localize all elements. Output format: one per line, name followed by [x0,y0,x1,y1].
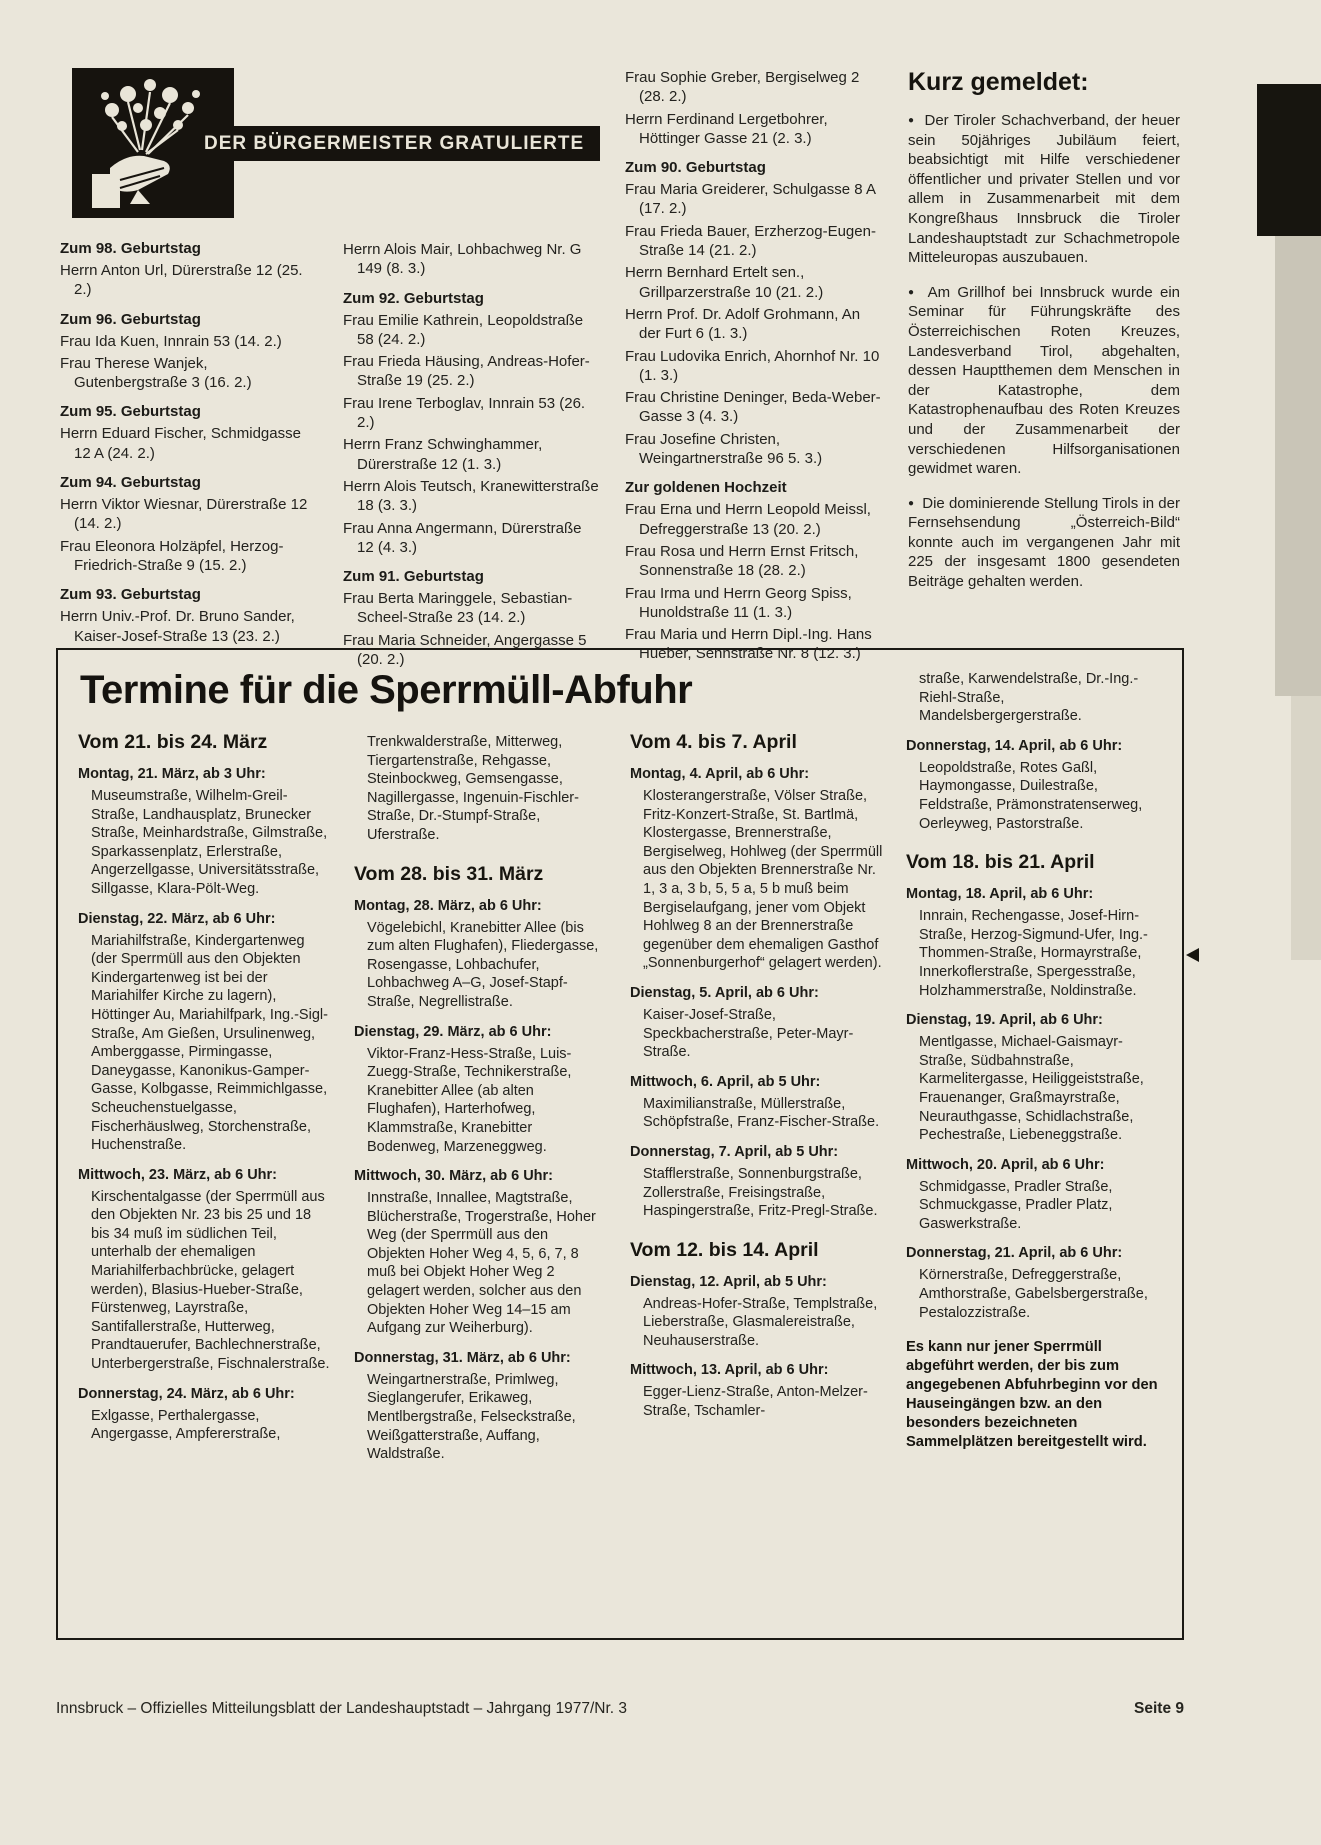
gratulation-col3-entry: Herrn Ferdinand Lergetbohrer, Höttinger Gasse 21 (2. 3.) [625,110,828,147]
sperrmuell-col3-street-list: Andreas-Hofer-Straße, Templstraße, Lieberstraße, Glasmalereistraße, Neuhauserstraße. [643,1295,878,1349]
gratulation-columns [60,240,600,672]
bullet-icon: ● [908,115,916,126]
sperrmuell-col3-day-heading: Mittwoch, 13. April, ab 6 Uhr: [630,1362,829,1379]
sperrmuell-col2 [354,731,608,1466]
sperrmuell-box [56,648,1184,1640]
sperrmuell-col4-street-list: Leopoldstraße, Rotes Gaßl, Haymongasse, Duilestraße, Feldstraße, Prämonstratenserweg, Oerleyweg, Pastorstraße. [919,759,1143,832]
gratulation-header [60,66,600,222]
gratulation-col3-entry: Frau Frieda Bauer, Erzherzog-Eugen-Straße 14 (21. 2.) [625,222,876,260]
sperrmuell-col3-day-heading: Donnerstag, 7. April, ab 5 Uhr: [630,1143,839,1160]
gratulation-col2-entry: Frau Berta Maringgele, Sebastian-Scheel-Straße 23 (14. 2.) [343,590,573,627]
sperrmuell-col2-street-list: Weingartnerstraße, Primlweg, Sieglangerufer, Erikaweg, Mentlbergstraße, Felseckstraße, Weißgatterstraße, Auffang, Waldstraße. [367,1371,576,1463]
gratulation-col3-entry: Frau Josefine Christen, Weingartnerstraße 96 5. 3.) [625,430,823,468]
sperrmuell-col2-street-list: Innstraße, Innallee, Magtstraße, Blücherstraße, Trogerstraße, Hoher Weg (der Sperrmüll aus den Objekten Hoher Weg 4, 5, 6, 7, 8 muß bei Objekt Hoher Weg 2 gelagert werden, solcher aus den Objekten Hoher Weg 14–15 am Aufgang zur Weiherburg). [367,1190,596,1337]
sperrmuell-col4-note: Es kann nur jener Sperrmüll abgeführt werden, der bis zum angegebenen Abfuhrbeginn vor den Hauseingängen bzw. an den besonders bezeichneten Sammelplätzen bereitgestellt wird. [906,1339,1158,1451]
sperrmuell-col4-day-heading: Mittwoch, 20. April, ab 6 Uhr: [906,1156,1105,1173]
sperrmuell-col1-street-list: Museumstraße, Wilhelm-Greil-Straße, Landhausplatz, Brunecker Straße, Meinhardstraße, Gilmstraße, Sparkassenplatz, Erlerstraße, Angerzellgasse, Universitätsstraße, Sillgasse, Klara-Pölt-Weg. [91,788,328,897]
sperrmuell-col3-period-heading: Vom 12. bis 14. April [630,1238,819,1261]
gratulation-col2-entry: Herrn Alois Mair, Lohbachweg Nr. G 149 (8. 3.) [343,241,582,278]
sperrmuell-col1-day-heading: Montag, 21. März, ab 3 Uhr: [78,766,266,782]
sperrmuell-col3-street-list: Egger-Lienz-Straße, Anton-Melzer-Straße, Tschamler- [643,1384,868,1420]
gratulation-col3-entry: Herrn Bernhard Ertelt sen., Grillparzerstraße 10 (21. 2.) [625,264,824,301]
sperrmuell-col3-day-heading: Dienstag, 12. April, ab 5 Uhr: [630,1273,827,1290]
gratulation-col1-heading: Zum 94. Geburtstag [60,474,201,492]
gratulation-col3-entry: Frau Rosa und Herrn Ernst Fritsch, Sonnenstraße 18 (28. 2.) [625,542,859,580]
gratulation-col3-entry: Frau Erna und Herrn Leopold Meissl, Defreggerstraße 13 (20. 2.) [625,501,871,538]
gratulation-col2-entry: Frau Frieda Häusing, Andreas-Hofer-Straße 19 (25. 2.) [343,353,590,390]
sperrmuell-box-inner [78,666,1162,1466]
sperrmuell-title: Termine für die Sperrmüll-Abfuhr [80,668,693,712]
sperrmuell-col4-period-heading: Vom 18. bis 21. April [906,851,1095,874]
sperrmuell-col3-street-list: Kaiser-Josef-Straße, Speckbacherstraße, Peter-Mayr-Straße. [643,1006,854,1061]
gratulation-col1-entry: Frau Therese Wanjek, Gutenbergstraße 3 (16. 2.) [60,354,252,392]
sperrmuell-col4-day-heading: Donnerstag, 21. April, ab 6 Uhr: [906,1245,1123,1262]
news-item: ● Der Tiroler Schachverband, der heuer sein 50jähriges Jubiläum feiert, beabsichtigt mit Hilfe verschiedener öffentlicher und privater Stellen und vor allem in Zusammenarbeit mit dem Kongreßhaus Innsbruck die Tiroler Landeshauptstadt zur Schachmetropole Mitteleuropas auszubauen. [908,112,1180,267]
sperrmuell-main [78,666,884,1466]
gratulation-col2-entry: Herrn Alois Teutsch, Kranewitterstraße 18 (3. 3.) [343,477,599,515]
gratulation-col2 [343,240,600,672]
gratulation-col3-heading: Zur goldenen Hochzeit [625,479,787,497]
sperrmuell-col2-day-heading: Donnerstag, 31. März, ab 6 Uhr: [354,1349,571,1366]
sperrmuell-col1-day-heading: Mittwoch, 23. März, ab 6 Uhr: [78,1166,277,1183]
gratulation-col3-entry: Herrn Prof. Dr. Adolf Grohmann, An der Furt 6 (1. 3.) [625,305,861,343]
gratulation-col1-entry: Frau Eleonora Holzäpfel, Herzog-Friedrich-Straße 9 (15. 2.) [60,537,284,574]
sperrmuell-col3-period-heading: Vom 4. bis 7. April [630,731,797,753]
sperrmuell-col2-period-heading: Vom 28. bis 31. März [354,862,544,885]
kurz-gemeldet-title: Kurz gemeldet: [908,68,1089,96]
gratulation-col3-entry: Frau Ludovika Enrich, Ahornhof Nr. 10 (1. 3.) [625,347,880,384]
sperrmuell-col3-day-heading: Montag, 4. April, ab 6 Uhr: [630,766,810,782]
scan-artifact-gray-light [1291,696,1321,960]
gratulation-col2-entry: Frau Irene Terboglav, Innrain 53 (26. 2.) [343,394,586,432]
sperrmuell-columns [78,731,884,1466]
sperrmuell-col2-street-list: Vögelebichl, Kranebitter Allee (bis zum alten Flughafen), Fliedergasse, Rosengasse, Lohbachufer, Lohbachweg A–G, Josef-Stapf-Straße, Negrellistraße. [367,919,599,1010]
gratulation-col1-entry: Herrn Univ.-Prof. Dr. Bruno Sander, Kaiser-Josef-Straße 13 (23. 2.) [60,608,295,645]
sperrmuell-col4-street-list: straße, Karwendelstraße, Dr.-Ing.-Riehl-Straße, Mandelsbergergerstraße. [919,671,1139,725]
sperrmuell-col2-day-heading: Dienstag, 29. März, ab 6 Uhr: [354,1023,552,1040]
sperrmuell-col4-day-heading: Dienstag, 19. April, ab 6 Uhr: [906,1012,1103,1029]
gratulation-col3-entry: Frau Maria Greiderer, Schulgasse 8 A (17. 2.) [625,181,876,218]
gratulation-col3 [625,66,883,672]
gratulation-col3-entry: Frau Irma und Herrn Georg Spiss, Hunoldstraße 11 (1. 3.) [625,584,852,621]
gratulation-col1-heading: Zum 93. Geburtstag [60,586,201,604]
sperrmuell-col1-day-heading: Donnerstag, 24. März, ab 6 Uhr: [78,1385,295,1402]
sperrmuell-col4-street-list: Körnerstraße, Defreggerstraße, Amthorstraße, Gabelsbergerstraße, Pestalozzistraße. [919,1267,1148,1321]
gratulation-col2-heading: Zum 92. Geburtstag [343,289,484,307]
sperrmuell-col2-street-list: Viktor-Franz-Hess-Straße, Luis-Zuegg-Straße, Technikerstraße, Kranebitter Allee (ab alten Flughafen), Harterhofweg, Klammstraße, Kranebitter Bodenweg, Marzeneggweg. [367,1045,572,1155]
birthday-section [60,66,1182,672]
scan-artifact-dark [1257,84,1321,236]
news-item: ● Am Grillhof bei Innsbruck wurde ein Seminar für Führungskräfte des Österreichischen Roten Kreuzes, Landesverband Tirol, abgehalten, dessen Hauptthemen dem Menschen in der Katastrophe, dem Katastrophenaufbau des Roten Kreuzes und der Zusammenarbeit der verschiedenen Hilfsorganisationen gewidmet waren. [908,283,1180,478]
gratulation-col1-entry: Frau Ida Kuen, Innrain 53 (14. 2.) [60,332,282,350]
sperrmuell-col1-street-list: Mariahilfstraße, Kindergartenweg (der Sperrmüll aus den Objekten Kindergartenweg ist bei der Mariahilfer Kirche zu lagern), Höttinger Au, Mariahilfpark, Ing.-Sigl-Straße, Am Gießen, Ursulinenweg, Amberggasse, Pirmingasse, Daneygasse, Kanonikus-Gamper-Gasse, Kolbgasse, Reimmichlgasse, Scheuchenstuelgasse, Fischerhäuslweg, Storchenstraße, Huchenstraße. [91,932,328,1154]
sperrmuell-col3-street-list: Klosterangerstraße, Völser Straße, Fritz-Konzert-Straße, St. Bartlmä, Klostergasse, Brennerstraße, Bergiselweg, Hohlweg (der Sperrmüll aus den Objekten Brennerstraße Nr. 1, 3 a, 3 b, 5, 5 a, 5 b muß beim Bergiselaufgang, jener vom Objekt Hohlweg 8 an der Brennerstraße gegenüber dem ehemaligen Gasthof „Sonnenburgerhof“ gelagert werden). [643,788,883,972]
sperrmuell-col1-street-list: Exlgasse, Perthalergasse, Angergasse, Ampfererstraße, [91,1407,281,1443]
gratulation-col3-entry: Frau Maria und Herrn Dipl.-Ing. Hans Hueber, Sennstraße Nr. 8 (12. 3.) [625,626,872,663]
gratulation-col2-entry: Herrn Franz Schwinghammer, Dürerstraße 12 (1. 3.) [343,436,543,473]
sperrmuell-col1 [78,731,332,1466]
scan-artifact-gray [1275,236,1321,696]
sperrmuell-col1-period-heading: Vom 21. bis 24. März [78,731,268,753]
kurz-gemeldet-items [908,111,1180,592]
kurz-gemeldet-column [908,66,1180,672]
gratulation-col1-entry: Herrn Eduard Fischer, Schmidgasse 12 A (24. 2.) [60,425,301,462]
news-item: ● Die dominierende Stellung Tirols in der Fernsehsendung „Österreich-Bild“ konnte auch im vergangenen Jahr mit 225 der insgesamt 1800 gesendeten Beiträge gehalten werden. [908,494,1180,591]
sperrmuell-col3-day-heading: Dienstag, 5. April, ab 6 Uhr: [630,984,819,1001]
sperrmuell-col2-day-heading: Mittwoch, 30. März, ab 6 Uhr: [354,1168,553,1185]
gratulation-col1-heading: Zum 96. Geburtstag [60,310,201,328]
sperrmuell-col4-street-list: Schmidgasse, Pradler Straße, Schmuckgasse, Pradler Platz, Gaswerkstraße. [919,1178,1113,1232]
gratulation-col2-entry: Frau Emilie Kathrein, Leopoldstraße 58 (24. 2.) [343,311,584,348]
gratulation-col1-entry: Herrn Anton Url, Dürerstraße 12 (25. 2.) [60,262,303,299]
sperrmuell-col4 [906,666,1162,1466]
gratulation-col2-entry: Frau Maria Schneider, Angergasse 5 (20. 2.) [343,631,587,669]
bullet-icon: ● [908,286,918,298]
sperrmuell-col4-day-heading: Montag, 18. April, ab 6 Uhr: [906,886,1094,903]
gratulation-col2-entry: Frau Anna Angermann, Dürerstraße 12 (4. 3.) [343,519,582,556]
sperrmuell-col2-street-list: Trenkwalderstraße, Mitterweg, Tiergartenstraße, Rehgasse, Steinbockweg, Gemsengasse, Nagillergasse, Ingenuin-Fischler-Straße, Dr.-Stumpf-Straße, Uferstraße. [367,734,579,843]
page-number: Seite 9 [1134,1700,1184,1717]
page-footer [56,1700,1184,1718]
sperrmuell-col3 [630,731,884,1466]
sperrmuell-col1-day-heading: Dienstag, 22. März, ab 6 Uhr: [78,910,276,927]
gratulation-col3-entry: Frau Sophie Greber, Bergiselweg 2 (28. 2.) [625,69,860,106]
sperrmuell-col4-street-list: Mentlgasse, Michael-Gaismayr-Straße, Südbahnstraße, Karmelitergasse, Heiliggeiststraße, Frauenanger, Graßmayrstraße, Neurauthgasse, Schidlachstraße, Pechestraße, Liebeneggstraße. [919,1034,1144,1144]
sperrmuell-col4-street-list: Innrain, Rechengasse, Josef-Hirn-Straße, Herzog-Sigmund-Ufer, Ing.-Thommen-Straße, Hormayrstraße, Innerkoflerstraße, Spergesstraße, Holzhammerstraße, Noldinstraße. [919,908,1148,999]
sperrmuell-col3-street-list: Stafflerstraße, Sonnenburgstraße, Zollerstraße, Freisingstraße, Haspingerstraße, Fritz-Pregl-Straße. [643,1165,878,1220]
gratulation-col3-heading: Zum 90. Geburtstag [625,159,766,177]
sperrmuell-col4-day-heading: Donnerstag, 14. April, ab 6 Uhr: [906,737,1123,754]
gratulation-col2-heading: Zum 91. Geburtstag [343,568,484,586]
scan-artifact-arrow [1186,948,1199,962]
gratulation-col3-entry: Frau Christine Deninger, Beda-Weber-Gasse 3 (4. 3.) [625,389,881,426]
gratulation-col1-entry: Herrn Viktor Wiesnar, Dürerstraße 12 (14. 2.) [60,496,308,533]
sperrmuell-col1-street-list: Kirschentalgasse (der Sperrmüll aus den Objekten Nr. 23 bis 25 und 18 bis 34 muß im südlichen Teil, unterhalb der ehemaligen Mariahilferbachbrücke, gelagert werden), Blasius-Hueber-Straße, Fürstenweg, Layrstraße, Santifallerstraße, Hutterweg, Prandtauerufer, Bachlechnerstraße, Unterbergerstraße, Fischnalerstraße. [91,1188,330,1373]
gratulation-banner: DER BÜRGERMEISTER GRATULIERTE [188,126,600,161]
sperrmuell-col3-day-heading: Mittwoch, 6. April, ab 5 Uhr: [630,1073,821,1090]
bullet-icon: ● [908,497,915,509]
sperrmuell-col3-street-list: Maximilianstraße, Müllerstraße, Schöpfstraße, Franz-Fischer-Straße. [643,1095,880,1131]
sperrmuell-col2-day-heading: Montag, 28. März, ab 6 Uhr: [354,897,542,914]
gratulation-col1-heading: Zum 95. Geburtstag [60,403,201,421]
footer-imprint: Innsbruck – Offizielles Mitteilungsblatt der Landeshauptstadt – Jahrgang 1977/Nr. 3 [56,1700,627,1717]
gratulation-col1-heading: Zum 98. Geburtstag [60,240,201,257]
gratulation-col1 [60,240,317,672]
gratulation-left-half [60,66,600,672]
